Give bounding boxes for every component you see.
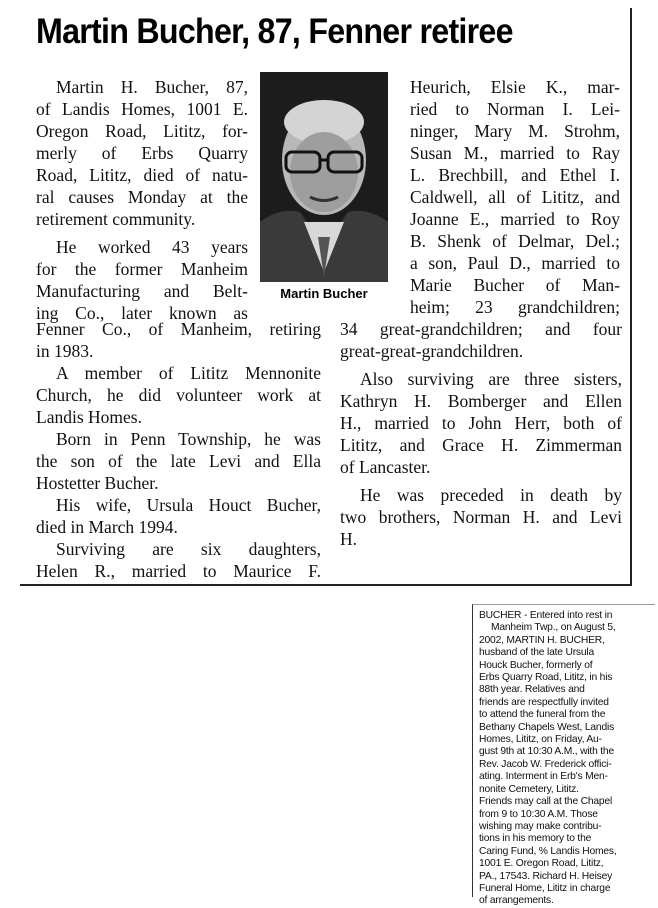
notice-line: Bethany Chapels West, Landis xyxy=(479,721,615,733)
text-line: two brothers, Norman H. and Levi xyxy=(340,507,622,527)
text-line: He worked 43 years xyxy=(56,237,248,257)
text-line: the son of the late Levi and Ella xyxy=(36,451,321,471)
text-line: H., married to John Herr, both of xyxy=(340,413,622,433)
text-line: ried to Norman I. Lei- xyxy=(410,99,620,119)
text-line: retirement community. xyxy=(36,209,196,229)
text-line: Church, he did volunteer work at xyxy=(36,385,321,405)
article-lower-left xyxy=(36,318,321,582)
photo-caption: Martin Bucher xyxy=(280,286,368,301)
notice-line: PA., 17543. Richard H. Heisey xyxy=(479,870,613,882)
notice-line: Friends may call at the Chapel xyxy=(479,796,613,808)
text-line: Caldwell, all of Lititz, and xyxy=(410,187,620,207)
text-line: Helen R., married to Maurice F. xyxy=(36,561,321,581)
text-line: in 1983. xyxy=(36,341,94,361)
notice-line: tions in his memory to the xyxy=(479,833,592,845)
text-line: merly of Erbs Quarry xyxy=(36,143,248,163)
notice-line: 1001 E. Oregon Road, Lititz, xyxy=(479,858,604,870)
notice-line: gust 9th at 10:30 A.M., with the xyxy=(479,746,614,758)
text-line: of Lancaster. xyxy=(340,457,431,477)
death-notice-clipping xyxy=(472,604,655,907)
text-line: B. Shenk of Delmar, Del.; xyxy=(410,231,620,251)
text-line: A member of Lititz Mennonite xyxy=(56,363,321,383)
portrait-photo xyxy=(260,72,388,282)
notice-line: Funeral Home, Lititz in charge xyxy=(479,882,611,894)
text-line: Martin H. Bucher, 87, xyxy=(56,77,248,97)
text-line: of Landis Homes, 1001 E. xyxy=(36,99,248,119)
text-line: He was preceded in death by xyxy=(360,485,622,505)
text-line: Also surviving are three sisters, xyxy=(360,369,622,389)
text-line: Road, Lititz, died of natu- xyxy=(36,165,248,185)
text-line: ninger, Mary M. Strohm, xyxy=(410,121,620,141)
text-line: great-great-grandchildren. xyxy=(340,341,524,361)
notice-line: Houck Bucher, formerly of xyxy=(479,659,593,671)
notice-line: of arrangements. xyxy=(479,895,554,907)
text-line: a son, Paul D., married to xyxy=(410,253,620,273)
notice-line: husband of the late Ursula xyxy=(479,647,595,659)
text-line: Lititz, and Grace H. Zimmerman xyxy=(340,435,622,455)
text-line: Susan M., married to Ray xyxy=(410,143,620,163)
notice-line: wishing may make contribu- xyxy=(479,820,602,832)
notice-line: Manheim Twp., on August 5, xyxy=(491,622,616,634)
notice-line: 2002, MARTIN H. BUCHER, xyxy=(479,634,605,646)
notice-line: ating. Interment in Erb's Men- xyxy=(479,771,608,783)
text-line: Born in Penn Township, he was xyxy=(56,429,321,449)
text-line: Heurich, Elsie K., mar- xyxy=(410,77,620,97)
text-line: ing Co., later known as xyxy=(36,303,248,323)
notice-line: friends are respectfully invited xyxy=(479,696,609,708)
text-line: Manufacturing and Belt- xyxy=(36,281,248,301)
notice-line: 88th year. Relatives and xyxy=(479,684,585,696)
text-line: H. xyxy=(340,529,358,549)
notice-line: Homes, Lititz, on Friday, Au- xyxy=(479,734,602,746)
text-line: ral causes Monday at the xyxy=(36,187,248,207)
text-line: His wife, Ursula Houct Bucher, xyxy=(56,495,321,515)
article-lower-right xyxy=(340,318,622,550)
headline: Martin Bucher, 87, Fenner retiree xyxy=(36,12,513,51)
text-line: Landis Homes. xyxy=(36,407,142,427)
notice-line: from 9 to 10:30 A.M. Those xyxy=(479,808,598,820)
text-line: died in March 1994. xyxy=(36,517,178,537)
article-column-left xyxy=(36,76,248,324)
portrait-image xyxy=(260,72,388,282)
text-line: Joanne E., married to Roy xyxy=(410,209,620,229)
text-line: Hostetter Bucher. xyxy=(36,473,159,493)
text-line: Kathryn H. Bomberger and Ellen xyxy=(340,391,622,411)
notice-line: Erbs Quarry Road, Lititz, in his xyxy=(479,672,613,684)
text-line: Oregon Road, Lititz, for- xyxy=(36,121,248,141)
notice-line: BUCHER - Entered into rest in xyxy=(479,610,613,621)
text-line: L. Brechbill, and Ethel I. xyxy=(410,165,620,185)
text-line: for the former Manheim xyxy=(36,259,248,279)
notice-line: nonite Cemetery, Lititz. xyxy=(479,783,579,795)
notice-line: to attend the funeral from the xyxy=(479,709,606,721)
notice-line: Rev. Jacob W. Frederick offici- xyxy=(479,758,612,770)
text-line: 34 great-grandchildren; and four xyxy=(340,319,622,339)
text-line: Fenner Co., of Manheim, retiring xyxy=(36,319,321,339)
death-notice-text xyxy=(479,610,651,908)
article-column-right xyxy=(410,76,620,318)
text-line: Surviving are six daughters, xyxy=(56,539,321,559)
text-line: heim; 23 grandchildren; xyxy=(410,297,620,317)
notice-line: Caring Fund, % Landis Homes, xyxy=(479,845,617,857)
text-line: Marie Bucher of Man- xyxy=(410,275,620,295)
